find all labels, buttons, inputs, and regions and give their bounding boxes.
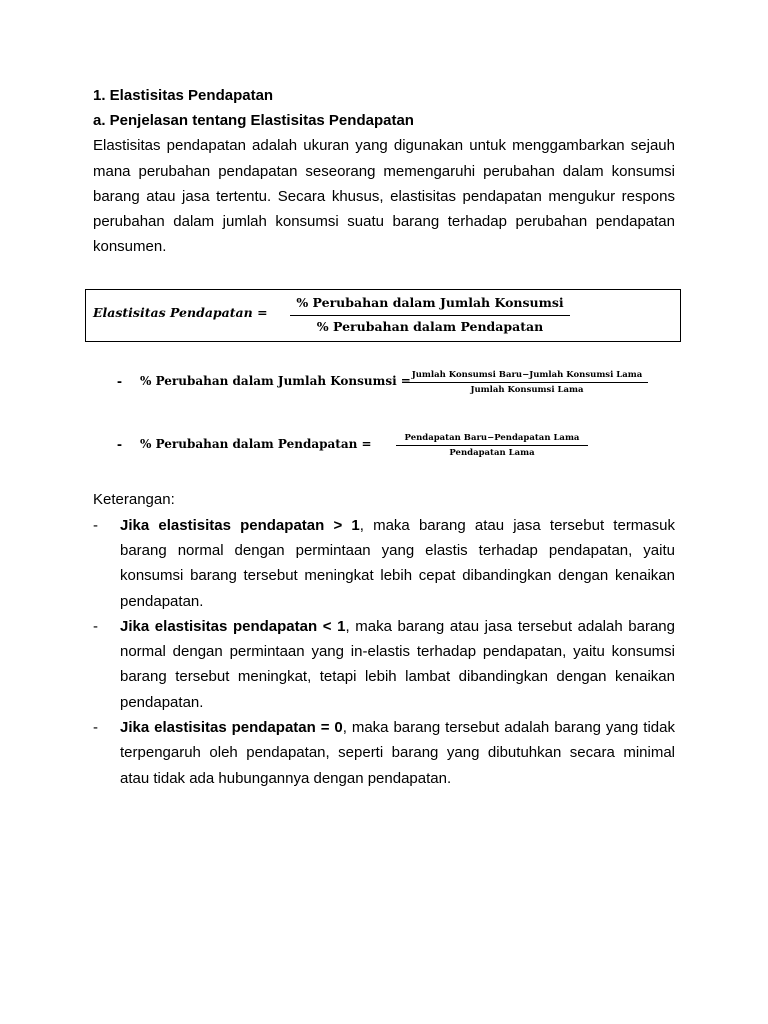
list-item-line: normal dengan permintaan yang in-elastis terhadap pendapatan, yaitu konsumsi	[120, 643, 675, 660]
fraction-denominator: % Perubahan dalam Pendapatan	[316, 319, 544, 334]
item-text: , maka barang atau jasa tersebut adalah barang	[345, 618, 675, 635]
intro-line: perubahan dalam jumlah konsumsi suatu barang terhadap perubahan pendapatan	[93, 213, 675, 230]
bullet-dash: -	[117, 373, 122, 390]
fraction-numerator: Jumlah Konsumsi Baru−Jumlah Konsumsi Lama	[411, 370, 643, 380]
list-item-line: konsumsi barang tersebut meningkat lebih cepat dibandingkan dengan kenaikan	[120, 567, 675, 584]
fraction-bar	[406, 382, 648, 383]
condition-text: Jika elastisitas pendapatan = 0	[120, 719, 343, 736]
main-formula-box	[85, 289, 681, 342]
condition-text: Jika elastisitas pendapatan < 1	[120, 618, 346, 635]
list-item-line: pendapatan.	[120, 593, 204, 610]
list-item-first-line	[120, 617, 675, 637]
sub-formula-lhs: % Perubahan dalam Pendapatan =	[140, 437, 372, 451]
list-item-line: pendapatan.	[120, 694, 204, 711]
list-item-line: barang tersebut meningkat, tetapi lebih lambat dibandingkan dengan kenaikan	[120, 668, 675, 685]
list-item-line: atau tidak ada hubungannya dengan pendapatan.	[120, 770, 452, 787]
item-text: , maka barang tersebut adalah barang yang tidak	[342, 719, 675, 736]
list-dash: -	[93, 719, 98, 736]
main-fraction	[290, 294, 570, 338]
intro-line: konsumen.	[93, 238, 167, 255]
fraction-denominator: Pendapatan Lama	[449, 448, 535, 458]
list-item-line: terpengaruh oleh pendapatan, seperti barang yang dibutuhkan secara minimal	[120, 744, 675, 761]
intro-line: barang atau jasa tertentu. Secara khusus, elastisitas pendapatan mengukur respons	[93, 188, 675, 205]
keterangan-label: Keterangan:	[93, 491, 175, 508]
section-heading: 1. Elastisitas Pendapatan	[93, 87, 274, 104]
formula-lhs: Elastisitas Pendapatan =	[93, 305, 268, 320]
list-item-first-line	[120, 516, 675, 536]
sub-formula-lhs: % Perubahan dalam Jumlah Konsumsi =	[140, 374, 411, 388]
item-text: , maka barang atau jasa tersebut termasuk	[359, 517, 675, 534]
fraction-numerator: Pendapatan Baru−Pendapatan Lama	[404, 433, 580, 443]
sub-fraction	[396, 432, 588, 462]
subsection-heading: a. Penjelasan tentang Elastisitas Pendapatan	[93, 112, 414, 129]
fraction-bar	[396, 445, 588, 446]
condition-text: Jika elastisitas pendapatan > 1	[120, 517, 360, 534]
fraction-bar	[290, 315, 570, 316]
fraction-numerator: % Perubahan dalam Jumlah Konsumsi	[296, 295, 564, 310]
sub-fraction	[406, 369, 648, 399]
fraction-denominator: Jumlah Konsumsi Lama	[470, 385, 584, 395]
list-item-line: barang normal dengan permintaan yang elastis terhadap pendapatan, yaitu	[120, 542, 675, 559]
list-dash: -	[93, 517, 98, 534]
bullet-dash: -	[117, 436, 122, 453]
intro-line: mana perubahan pendapatan seseorang memengaruhi perubahan dalam konsumsi	[93, 163, 675, 180]
list-dash: -	[93, 618, 98, 635]
list-item-first-line	[120, 718, 675, 738]
intro-line: Elastisitas pendapatan adalah ukuran yang digunakan untuk menggambarkan sejauh	[93, 137, 675, 154]
